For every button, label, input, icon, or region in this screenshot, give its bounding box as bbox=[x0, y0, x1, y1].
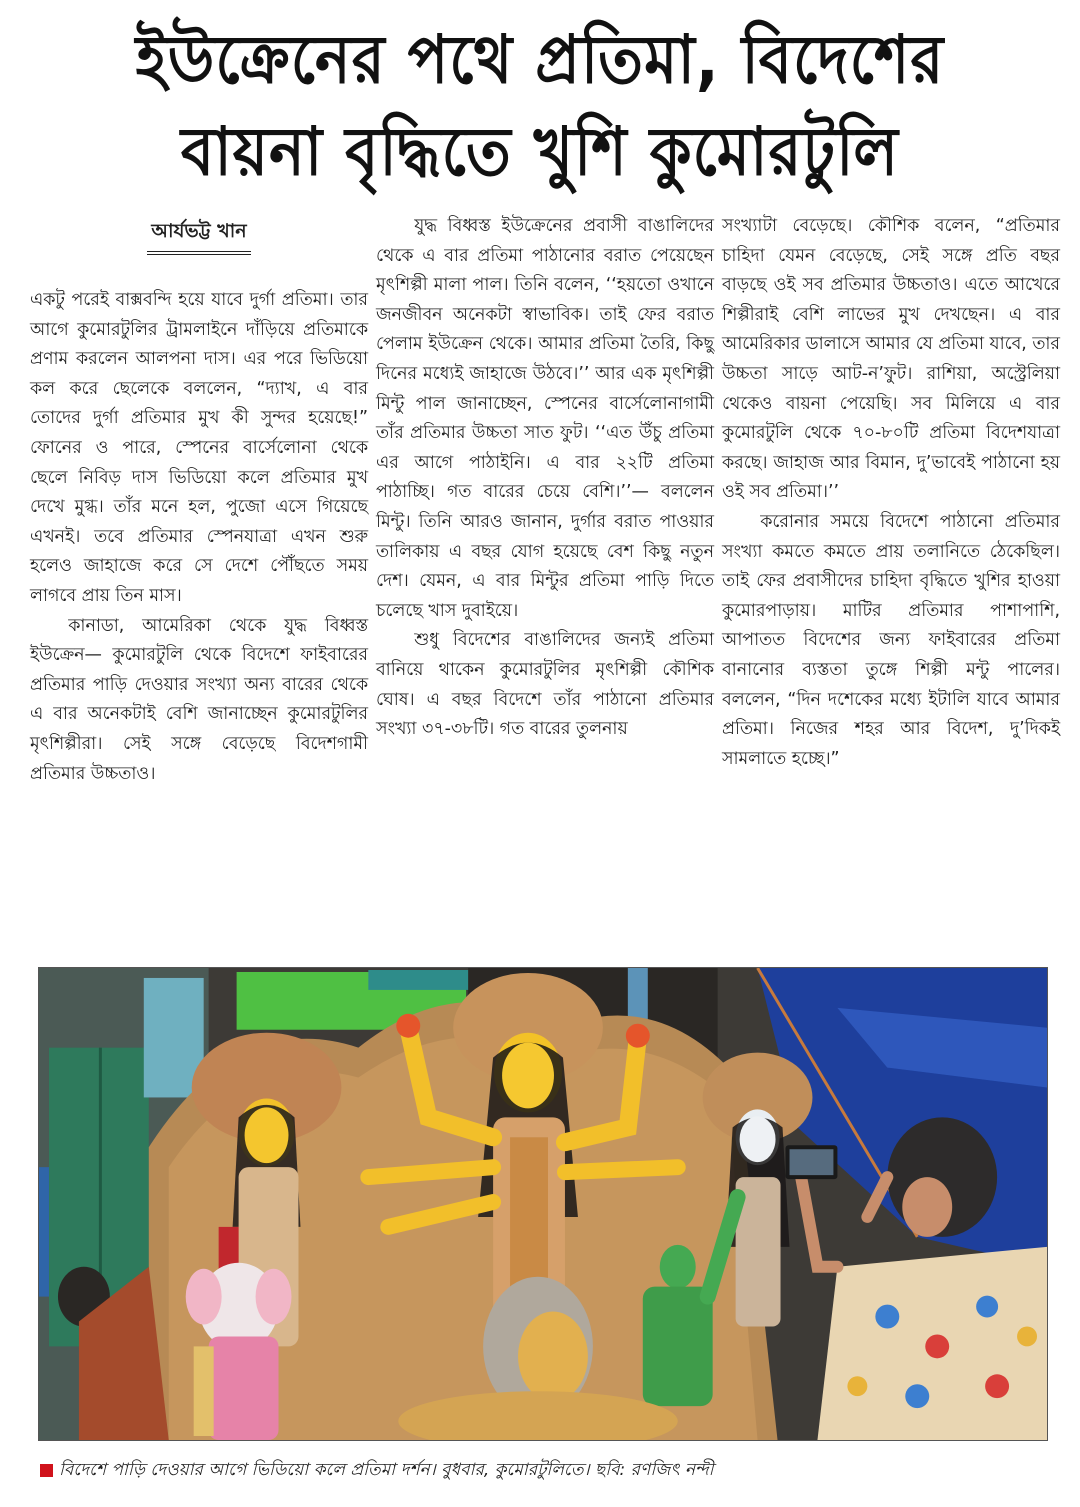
paragraph: একটু পরেই বাক্সবন্দি হয়ে যাবে দুর্গা প্রতিমা। তার আগে কুমোরটুলির ট্রামলাইনে দাঁড়িয়ে প্রতিমাকে প্রণাম করলেন আলপনা দাস। এর পরে ভিডিয়ো কল করে ছেলেকে বললেন, “দ্যাখ, এ বার তোদের দুর্গা প্রতিমার মুখ কী সুন্দর হয়েছে!” ফোনের ও পারে, স্পেনের বার্সেলোনা থেকে ছেলে নিবিড় দাস ভিডিয়ো কলে প্রতিমার মুখ দেখে মুগ্ধ। তাঁর মনে হল, পুজো এসে গিয়েছে এখনই। তবে প্রতিমার স্পেনযাত্রা এখন শুরু হলেও জাহাজে করে সে দেশে পৌঁছতে সময় লাগবে প্রায় তিন মাস। bbox=[30, 290, 368, 606]
column-1 bbox=[30, 212, 368, 962]
byline-block bbox=[30, 212, 368, 286]
photo-caption bbox=[40, 1458, 1050, 1482]
article-body bbox=[30, 212, 1060, 962]
paragraph: শুধু বিদেশের বাঙালিদের জন্যই প্রতিমা বানিয়ে থাকেন কুমোরটুলির মৃৎশিল্পী কৌশিক ঘোষ। এ বছর বিদেশে তাঁর পাঠানো প্রতিমার সংখ্যা ৩৭-৩৮টি। গত বারের তুলনায় bbox=[376, 630, 714, 740]
paragraph: যুদ্ধ বিধ্বস্ত ইউক্রেনের প্রবাসী বাঙালিদের থেকে এ বার প্রতিমা পাঠানোর বরাত পেয়েছেন মৃৎশিল্পী মালা পাল। তিনি বলেন, ‘‘হয়তো ওখানে জনজীবন অনেকটা স্বাভাবিক। তাই ফের বরাত পেলাম ইউক্রেন থেকে। আমার প্রতিমা তৈরি, কিছু দিনের মধ্যেই জাহাজে উঠবে।’’ আর এক মৃৎশিল্পী মিন্টু পাল জানাচ্ছেন, স্পেনের বার্সেলোনাগামী তাঁর প্রতিমার উচ্চতা সাত ফুট। ‘‘এত উঁচু প্রতিমা এর আগে পাঠাইনি। এ বার ২২টি প্রতিমা পাঠাচ্ছি। গত বারের চেয়ে বেশি।’’— বললেন মিন্টু। তিনি আরও জানান, দুর্গার বরাত পাওয়ার তালিকায় এ বছর যোগ হয়েছে বেশ কিছু নতুন দেশ। যেমন, এ বার মিন্টুর প্রতিমা পাড়ি দিতে চলেছে খাস দুবাইয়ে। bbox=[376, 216, 714, 621]
article-photo bbox=[38, 967, 1048, 1441]
durga-idol-photo bbox=[39, 968, 1047, 1440]
headline-line-1: ইউক্রেনের পথে প্রতিমা, বিদেশের bbox=[135, 20, 945, 100]
paragraph: কানাডা, আমেরিকা থেকে যুদ্ধ বিধ্বস্ত ইউক্রেন— কুমোরটুলি থেকে বিদেশে ফাইবারের প্রতিমার পাড়ি দেওয়ার সংখ্যা অন্য বারের থেকে এ বার অনেকটাই বেশি জানাচ্ছেন কুমোরটুলির মৃৎশিল্পীরা। সেই সঙ্গে বেড়েছে বিদেশগামী প্রতিমার উচ্চতাও। bbox=[30, 615, 368, 784]
headline-line-2: বায়না বৃদ্ধিতে খুশি কুমোরটুলি bbox=[180, 112, 900, 192]
paragraph: করোনার সময়ে বিদেশে পাঠানো প্রতিমার সংখ্যা কমতে কমতে প্রায় তলানিতে ঠেকেছিল। তাই ফের প্রবাসীদের চাহিদা বৃদ্ধিতে খুশির হাওয়া কুমোরপাড়ায়। মাটির প্রতিমার পাশাপাশি, আপাতত বিদেশের জন্য ফাইবারের প্রতিমা বানানোর ব্যস্ততা তুঙ্গে শিল্পী মন্টু পালের। বললেন, “দিন দশেকের মধ্যে ইটালি যাবে আমার প্রতিমা। নিজের শহর আর বিদেশ, দু’দিকই সামলাতে হচ্ছে।” bbox=[722, 511, 1060, 769]
column-3 bbox=[722, 212, 1060, 962]
caption-marker-icon bbox=[40, 1464, 53, 1477]
byline: আর্যভট্ট খান bbox=[147, 216, 250, 255]
paragraph: সংখ্যাটা বেড়েছে। কৌশিক বলেন, “প্রতিমার চাহিদা যেমন বেড়েছে, সেই সঙ্গে প্রতি বছর বাড়ছে ওই সব প্রতিমার উচ্চতাও। এতে আখেরে শিল্পীরাই বেশি লাভের মুখ দেখছেন। এ বার আমেরিকার ডালাসে আমার যে প্রতিমা যাবে, তার উচ্চতা সাড়ে আট-ন’ফুট। রাশিয়া, অস্ট্রেলিয়া থেকেও বায়না পেয়েছি। সব মিলিয়ে এ বার কুমোরটুলি থেকে ৭০-৮০টি প্রতিমা বিদেশযাত্রা করছে। জাহাজ আর বিমান, দু’ভাবেই পাঠানো হয় ওই সব প্রতিমা।’’ bbox=[722, 216, 1060, 503]
caption-text: বিদেশে পাড়ি দেওয়ার আগে ভিডিয়ো কলে প্রতিমা দর্শন। বুধবার, কুমোরটুলিতে। ছবি: রণজিৎ নন্দী bbox=[59, 1460, 714, 1480]
column-2 bbox=[376, 212, 714, 962]
headline bbox=[30, 14, 1050, 198]
